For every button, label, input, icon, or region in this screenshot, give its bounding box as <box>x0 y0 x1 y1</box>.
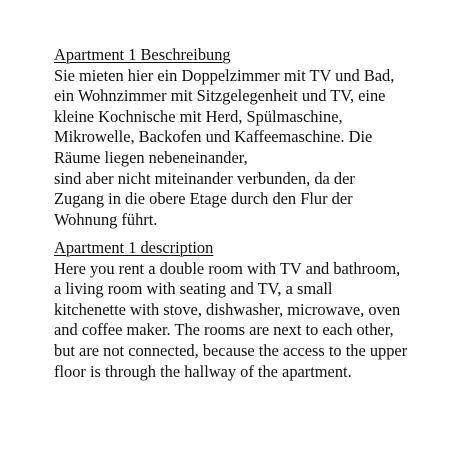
german-line: Zugang in die obere Etage durch den Flur der <box>54 189 353 209</box>
german-line: Räume liegen nebeneinander, <box>54 147 248 167</box>
english-line: floor is through the hallway of the apartment. <box>54 361 352 381</box>
german-line: ein Wohnzimmer mit Sitzgelegenheit und TV, eine <box>54 86 386 106</box>
english-heading: Apartment 1 description <box>54 238 214 257</box>
german-heading: Apartment 1 Beschreibung <box>54 45 231 64</box>
german-line: kleine Kochnische mit Herd, Spülmaschine, <box>54 106 343 126</box>
german-line: Sie mieten hier ein Doppelzimmer mit TV und Bad, <box>54 65 395 85</box>
german-line: sind aber nicht miteinander verbunden, da der <box>54 168 355 188</box>
english-description-section <box>54 238 434 382</box>
english-line: and coffee maker. The rooms are next to each other, <box>54 320 394 340</box>
english-line: a living room with seating and TV, a small <box>54 279 333 299</box>
german-description-section <box>54 45 434 230</box>
english-line: kitchenette with stove, dishwasher, microwave, oven <box>54 299 401 319</box>
german-line: Wohnung führt. <box>54 209 158 229</box>
english-line: Here you rent a double room with TV and bathroom, <box>54 258 401 278</box>
german-line: Mikrowelle, Backofen und Kaffeemaschine. Die <box>54 127 373 147</box>
english-line: but are not connected, because the access to the upper <box>54 340 408 360</box>
